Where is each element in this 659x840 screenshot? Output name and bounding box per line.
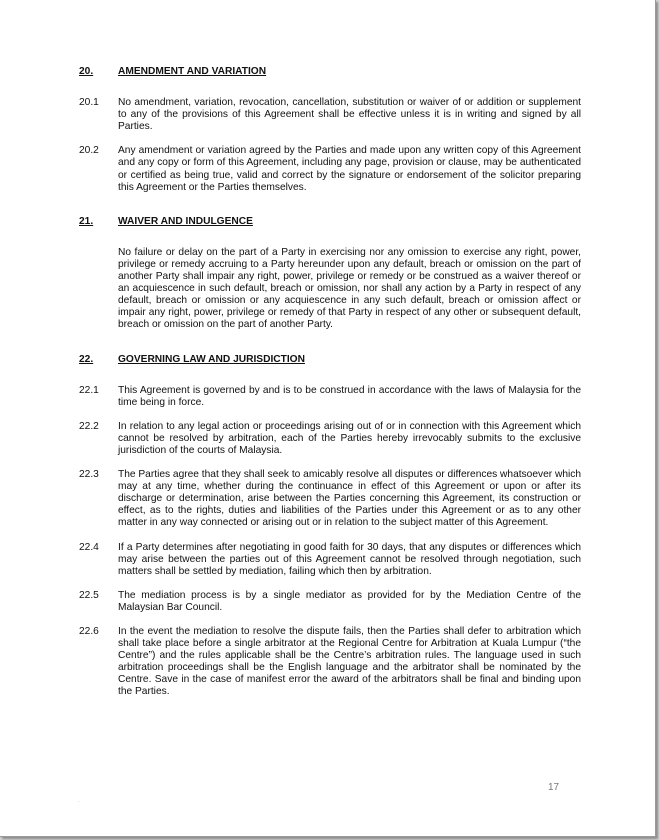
clause-number: 22.5 xyxy=(79,589,99,601)
section-20 xyxy=(79,66,581,194)
section-number: 20. xyxy=(79,66,94,77)
clause-text: If a Party determines after negotiating in good faith for 30 days, that any disputes or differences which may arise between the parties out of this Agreement cannot be resolved through negotiation, such matters shall be settled by mediation, failing which then by arbitration. xyxy=(118,541,581,577)
clause-number: 20.2 xyxy=(79,145,99,157)
clause-22-2 xyxy=(79,421,581,457)
clause-22-5 xyxy=(79,590,581,614)
clause-22-6 xyxy=(79,626,581,699)
clause-20-2 xyxy=(79,145,581,193)
section-number: 22. xyxy=(79,353,94,365)
section-heading xyxy=(79,354,581,366)
section-title: AMENDMENT AND VARIATION xyxy=(118,66,267,77)
clause-text: In relation to any legal action or proceedings arising out of or in connection with this Agreement which cannot be resolved by arbitration, each of the Parties hereby irrevocably submits to the exclusive jurisdiction of the courts of Malaysia. xyxy=(118,420,581,456)
clause-text: The Parties agree that they shall seek to amicably resolve all disputes or differences whatsoever which may at any time, whether during the continuance in effect of this Agreement or upon or after its discharge or determination, arise between the Parties concerning this Agreement, its construction or effect, as to the rights, duties and liabilities of the Parties under this Agreement or as to any other matter in any way connected or arising out or in relation to the subject matter of this Agreement. xyxy=(118,469,582,529)
section-paragraph: No failure or delay on the part of a Party in exercising nor any omission to exercise any right, power, privilege or remedy accruing to a Party hereunder upon any default, breach or omission on the part of another Party shall impair any right, power, privilege or remedy or be construed as a waiver thereof or an acquiescence in such default, breach or omission, nor shall any action by a Party in respect of any default, breach or omission or any acquiescence in any such default, breach or omission affect or impair any right, power, privilege or remedy of that Party in respect of any other or subsequent default, breach or omission on the part of another Party. xyxy=(118,246,581,331)
clause-number: 22.3 xyxy=(79,469,99,481)
clause-text: The mediation process is by a single mediator as provided for by the Mediation Centre of the Malaysian Bar Council. xyxy=(118,589,581,613)
clause-22-3 xyxy=(79,469,581,529)
clause-20-1 xyxy=(79,97,581,133)
clause-text: Any amendment or variation agreed by the Parties and made upon any written copy of this Agreement and any copy or form of this Agreement, including any page, provision or clause, may be authenticated or certified as being true, valid and correct by the signature or endorsement of the solicitor preparing this Agreement or the Parties themselves. xyxy=(118,145,581,193)
clause-text: In the event the mediation to resolve the dispute fails, then the Parties shall defer to arbitration which shall take place before a single arbitrator at the Regional Centre for Arbitration at Kuala Lumpur (“the Centre”) and the rules applicable shall be the Centre’s arbitration rules. The language used in such arbitration proceedings shall be the English language and the arbitrator shall be nominated by the Centre. Save in the case of manifest error the award of the arbitrators shall be final and binding upon the Parties. xyxy=(118,626,581,698)
clause-22-1 xyxy=(79,385,581,409)
clause-text: No amendment, variation, revocation, cancellation, substitution or waiver of or addition or supplement to any of the provisions of this Agreement shall be effective unless it is in writing and signed by all Parties. xyxy=(118,97,581,133)
section-22 xyxy=(79,354,581,699)
clause-number: 20.1 xyxy=(79,97,99,109)
clause-number: 22.4 xyxy=(79,541,99,553)
document-body xyxy=(79,66,581,721)
clause-number: 22.6 xyxy=(79,626,99,637)
footer-mark: . xyxy=(78,798,80,804)
section-title: GOVERNING LAW AND JURISDICTION xyxy=(118,353,305,365)
section-21 xyxy=(79,216,581,332)
section-title: WAIVER AND INDULGENCE xyxy=(118,215,253,227)
clause-22-4 xyxy=(79,542,581,578)
section-number: 21. xyxy=(79,215,94,227)
clause-number: 22.1 xyxy=(79,384,99,396)
page-number: 17 xyxy=(548,782,560,793)
section-heading xyxy=(79,66,581,78)
clause-number: 22.2 xyxy=(79,420,99,432)
section-heading xyxy=(79,216,581,228)
clause-text: This Agreement is governed by and is to be construed in accordance with the laws of Malaysia for the time being in force. xyxy=(118,384,581,408)
